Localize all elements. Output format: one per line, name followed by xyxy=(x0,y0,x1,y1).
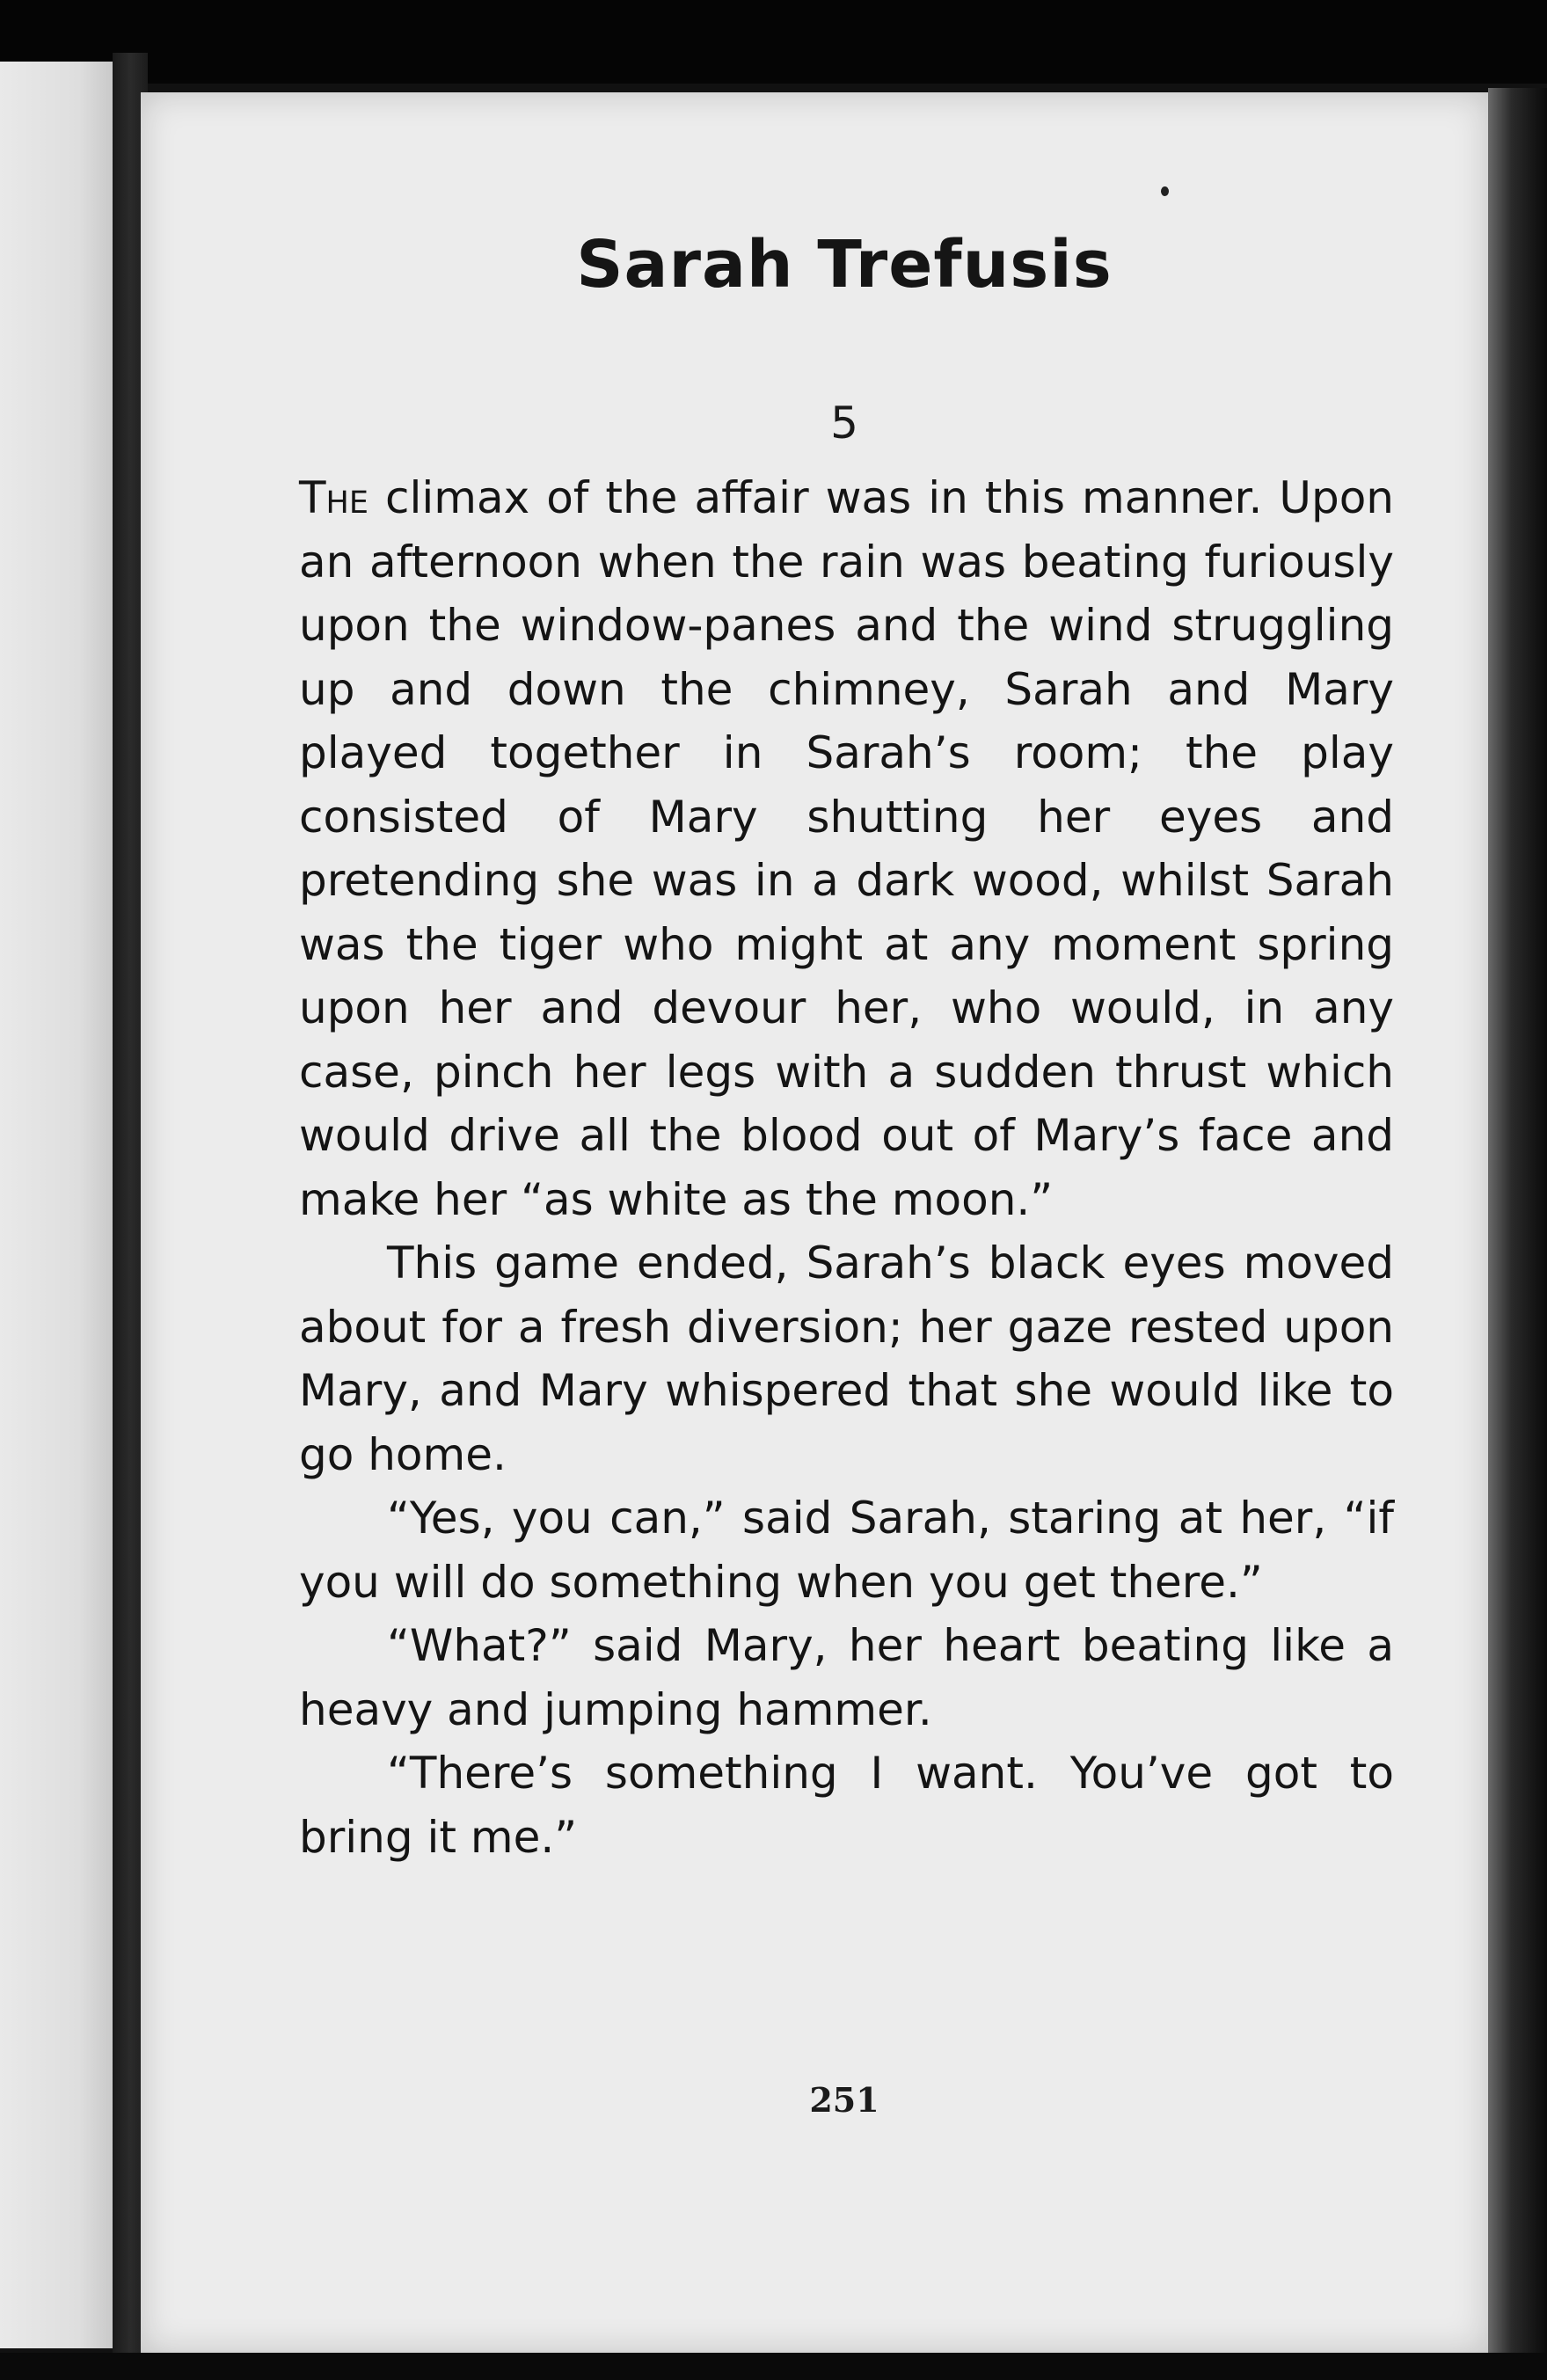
paragraph-lead-word: The xyxy=(299,472,369,523)
ink-speck xyxy=(1161,186,1169,196)
paragraph-4: “What?” said Mary, her heart beating like a heavy and jumping hammer. xyxy=(299,1620,1394,1735)
paragraph-5: “There’s something I want. You’ve got to bring it me.” xyxy=(299,1748,1394,1863)
running-head: Sarah Trefusis xyxy=(576,227,1113,303)
previous-page-edge xyxy=(0,62,113,2348)
page-number: 251 xyxy=(809,2080,879,2120)
paragraph-3: “Yes, you can,” said Sarah, staring at her, “if you will do something when you get there.” xyxy=(299,1493,1394,1608)
paragraph-2: This game ended, Sarah’s black eyes moved about for a fresh diversion; her gaze rested upon Mary, and Mary whispered that she would like to go home. xyxy=(299,1237,1394,1480)
body-text xyxy=(299,466,1394,1869)
scan-top-border xyxy=(0,0,1547,84)
section-number: 5 xyxy=(830,398,858,449)
paragraph-1 xyxy=(299,466,1394,1231)
scan-bottom-border xyxy=(0,2353,1547,2380)
paragraph-text: climax of the affair was in this manner. Upon an afternoon when the rain was beating furiously upon the window-panes and the wind struggling up and down the chimney, Sarah and Mary played together in Sarah’s room; the play consisted of Mary shutting her eyes and pretending she was in a dark wood, whilst Sarah was the tiger who might at any moment spring upon her and devour her, who would, in any case, pinch her legs with a sudden thrust which would drive all the blood out of Mary’s face and make her “as white as the moon.” xyxy=(299,472,1394,1225)
